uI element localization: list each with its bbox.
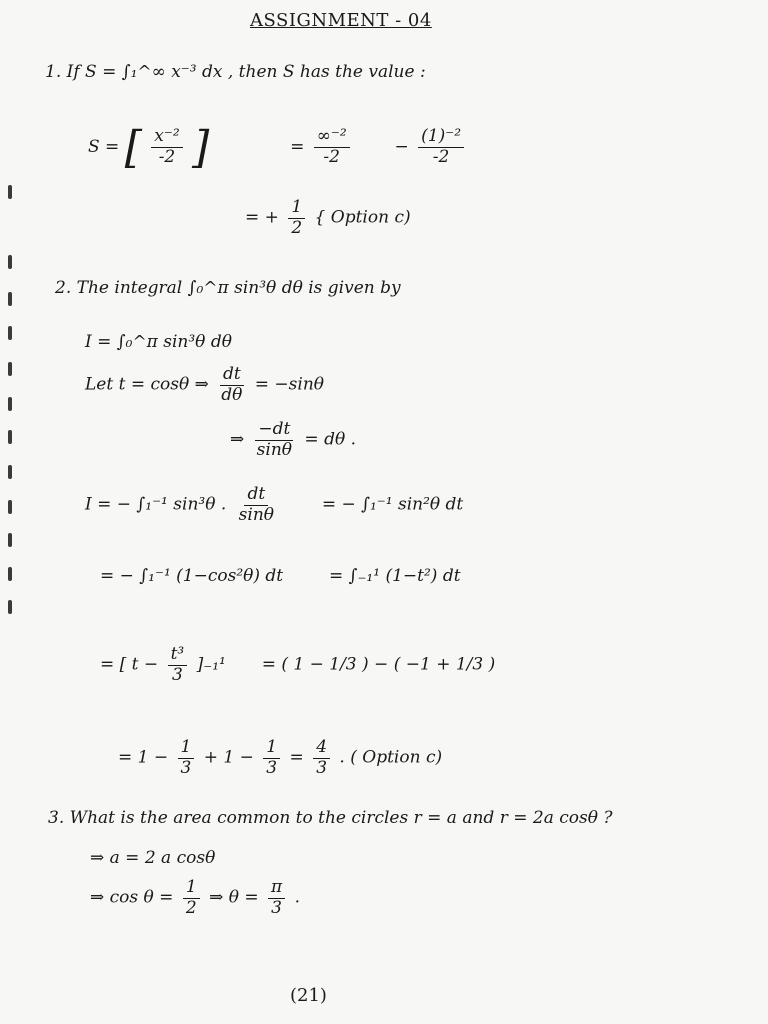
- q2-answer-note: . ( Option c): [339, 747, 443, 768]
- q2-line-2: Let t = cosθ ⇒ $\frac{dt}{d\theta}$ = −sinθ: [85, 364, 325, 405]
- question-3: 3. What is the area common to the circles r = a and r = 2a cosθ ?: [48, 808, 613, 828]
- margin-mark: [8, 500, 12, 514]
- q3-line-2: ⇒ cos θ = $\frac{1}{2}$ ⇒ θ = $\frac{\pi}{3}$ .: [90, 877, 300, 918]
- question-2: 2. The integral ∫₀^π sin³θ dθ is given by: [55, 278, 401, 298]
- margin-mark: [8, 255, 12, 269]
- q1-result-fraction: $\frac{1}{2}$: [288, 198, 305, 238]
- margin-mark: [8, 430, 12, 444]
- q3-line-1: ⇒ a = 2 a cosθ: [90, 848, 216, 868]
- q2-line-5: = − ∫₁⁻¹ (1−cos²θ) dt = ∫₋₁¹ (1−t²) dt: [100, 566, 461, 586]
- q1-fraction-2: $\frac{\text{(1)⁻²}}{-2}$: [418, 127, 464, 167]
- question-1: 1. If S = ∫₁^∞ x⁻³ dx , then S has the value :: [45, 62, 426, 82]
- margin-mark: [8, 465, 12, 479]
- margin-mark: [8, 362, 12, 376]
- q1-bracket-fraction: $\frac{\text{x⁻²}}{-2}$: [151, 127, 182, 167]
- q1-answer-note: { Option c): [314, 207, 411, 228]
- page-title: ASSIGNMENT - 04: [250, 10, 432, 31]
- margin-mark: [8, 326, 12, 340]
- page-number: (21): [290, 985, 327, 1006]
- q1-result-line: = + $\frac{1}{2}$ { Option c): [245, 197, 411, 238]
- left-bracket: [: [124, 122, 142, 173]
- q1-fraction-1: $\frac{\text{∞⁻²}}{-2}$: [314, 127, 350, 167]
- q2-line-6: = [ t − $\frac{\text{t³}}{3}$ ]₋₁¹ = ( 1 − 1/3 ) − ( −1 + 1/3 ): [100, 644, 496, 685]
- margin-mark: [8, 397, 12, 411]
- margin-mark: [8, 292, 12, 306]
- margin-mark: [8, 533, 12, 547]
- q2-line-7: = 1 − $\frac{1}{3}$ + 1 − $\frac{1}{3}$ = $\frac{4}{3}$ . ( Option c): [118, 737, 443, 778]
- q2-line-1: I = ∫₀^π sin³θ dθ: [85, 332, 232, 352]
- margin-mark: [8, 567, 12, 581]
- q1-working-line: S = [ $\frac{\text{x⁻²}}{-2}$ ] = $\frac{\text{∞⁻²}}{-2}$ − $\frac{\text{(1)⁻²}}{-2}$: [88, 122, 468, 173]
- q1-s-label: S =: [88, 137, 120, 157]
- right-bracket: ]: [192, 122, 210, 173]
- margin-mark: [8, 600, 12, 614]
- margin-mark: [8, 185, 12, 199]
- q2-line-4: I = − ∫₁⁻¹ sin³θ . $\frac{dt}{\sin\theta}$ = − ∫₁⁻¹ sin²θ dt: [85, 484, 464, 525]
- q2-line-3: ⇒ $\frac{-dt}{\sin\theta}$ = dθ .: [230, 419, 356, 460]
